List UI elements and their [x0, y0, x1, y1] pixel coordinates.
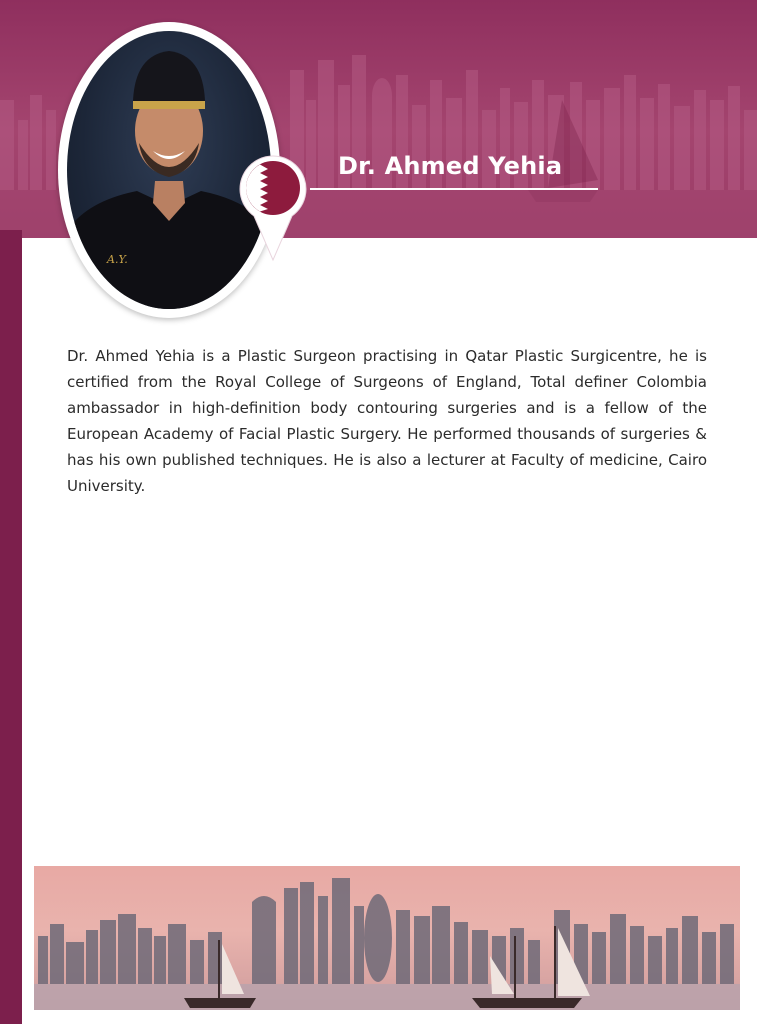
left-accent-bar: [0, 230, 22, 1024]
qatar-flag-icon: [238, 152, 308, 262]
name-underline-divider: [310, 188, 598, 190]
doctor-biography: Dr. Ahmed Yehia is a Plastic Surgeon practising in Qatar Plastic Surgicentre, he is certified from the Royal College of Surgeons of England, Total definer Colombia ambassador in high-definition body contouring surgeries and is a fellow of the European Academy of Facial Plastic Surgery. He performed thousands of surgeries & has his own published techniques. He is also a lecturer at Faculty of medicine, Cairo University.: [67, 347, 707, 495]
footer-skyline-photo: [34, 866, 740, 1010]
doha-skyline-boats-illustration: [34, 866, 740, 1010]
doctor-name-heading: Dr. Ahmed Yehia: [338, 152, 563, 180]
svg-text:A.Y.: A.Y.: [107, 253, 128, 266]
